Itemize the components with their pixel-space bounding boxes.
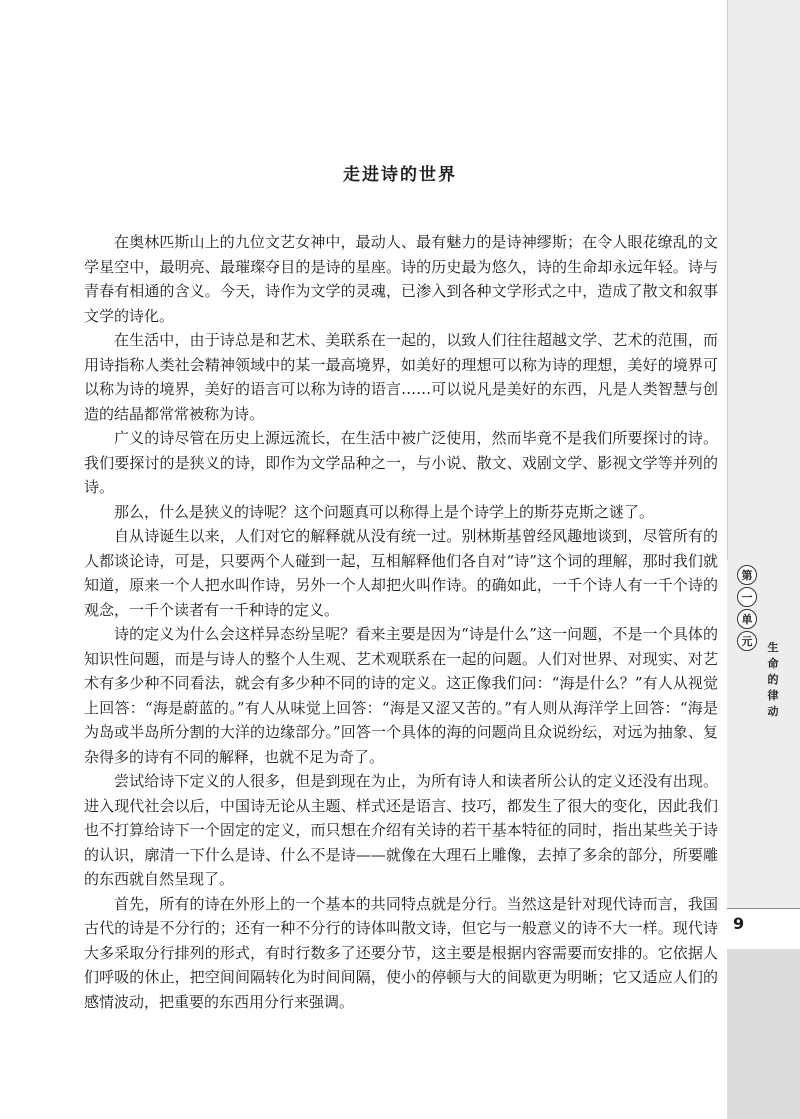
page-number: 9 xyxy=(733,914,745,933)
unit-subtitle: 生命的律动 xyxy=(767,641,779,718)
paragraph: 广义的诗尽管在历史上源远流长，在生活中被广泛使用，然而毕竟不是我们所要探讨的诗。我们要探讨的是狭义的诗，即作为文学品种之一，与小说、散文、戏剧文学、影视文学等并列的诗。 xyxy=(84,429,718,496)
sidebar-rule xyxy=(727,0,800,560)
paragraph: 自从诗诞生以来，人们对它的解释就从没有统一过。别林斯基曾经风趣地谈到，尽管所有的人都谈论诗，可是，只要两个人碰到一起，互相解释他们各自对“诗”这个词的理解，那时我们就知道，原来一个人把水叫作诗，另外一个人却把火叫作诗。的确如此，一千个诗人有一千个诗的观念，一千个读者有一千种诗的定义。 xyxy=(84,527,718,619)
unit-char: 一 xyxy=(737,587,757,607)
paragraph: 在奥林匹斯山上的九位文艺女神中，最动人、最有魅力的是诗神缪斯；在令人眼花缭乱的文学星空中，最明亮、最璀璨夺目的是诗的星座。诗的历史最为悠久，诗的生命却永远年轻。诗与青春有相通的含义。今天，诗作为文学的灵魂，已渗入到各种文学形式之中，造成了散文和叙事文学的诗化。 xyxy=(84,233,718,325)
unit-char: 元 xyxy=(737,631,757,651)
sidebar-footer-block xyxy=(727,949,800,1119)
unit-char: 单 xyxy=(737,609,757,629)
paragraph: 那么，什么是狭义的诗呢？这个问题真可以称得上是个诗学上的斯芬克斯之谜了。 xyxy=(114,502,655,521)
paragraph: 在生活中，由于诗总是和艺术、美联系在一起的，以致人们往往超越文学、艺术的范围，而用诗指称人类社会精神领域中的某一最高境界，如美好的理想可以称为诗的理想，美好的境界可以称为诗的境界，美好的语言可以称为诗的语言……可以说凡是美好的东西，凡是人类智慧与创造的结晶都常常被称为诗。 xyxy=(84,331,718,423)
page-title: 走进诗的世界 xyxy=(343,165,457,185)
article-body xyxy=(84,230,718,1014)
unit-char: 第 xyxy=(737,565,757,585)
paragraph: 诗的定义为什么会这样异态纷呈呢？看来主要是因为“诗是什么”这一问题，不是一个具体的知识性问题，而是与诗人的整个人生观、艺术观联系在一起的问题。人们对世界、对现实、对艺术有多少种不同看法，就会有多少种不同的诗的定义。这正像我们问：“海是什么？”有人从视觉上回答：“海是蔚蓝的。”有人从味觉上回答：“海是又涩又苦的。”有人则从海洋学上回答：“海是为岛或半岛所分割的大洋的边缘部分。”回答一个具体的海的问题尚且众说纷纭，对远为抽象、复杂得多的诗有不同的解释，也就不足为奇了。 xyxy=(84,625,718,766)
paragraph: 首先，所有的诗在外形上的一个基本的共同特点就是分行。当然这是针对现代诗而言，我国古代的诗是不分行的；还有一种不分行的诗体叫散文诗，但它与一般意义的诗不大一样。现代诗大多采取分行排列的形式，有时行数多了还要分节，这主要是根据内容需要而安排的。它依据人们呼吸的休止，把空间间隔转化为时间间隔，使小的停顿与大的间歇更为明晰；它又适应人们的感情波动，把重要的东西用分行来强调。 xyxy=(84,894,718,1011)
paragraph: 尝试给诗下定义的人很多，但是到现在为止，为所有诗人和读者所公认的定义还没有出现。进入现代社会以后，中国诗无论从主题、样式还是语言、技巧，都发生了很大的变化，因此我们也不打算给诗下一个固定的定义，而只想在介绍有关诗的若干基本特征的同时，指出某些关于诗的认识，廓清一下什么是诗、什么不是诗——就像在大理石上雕像，去掉了多余的部分，所要雕的东西就自然呈现了。 xyxy=(84,772,718,888)
unit-label xyxy=(736,565,758,651)
